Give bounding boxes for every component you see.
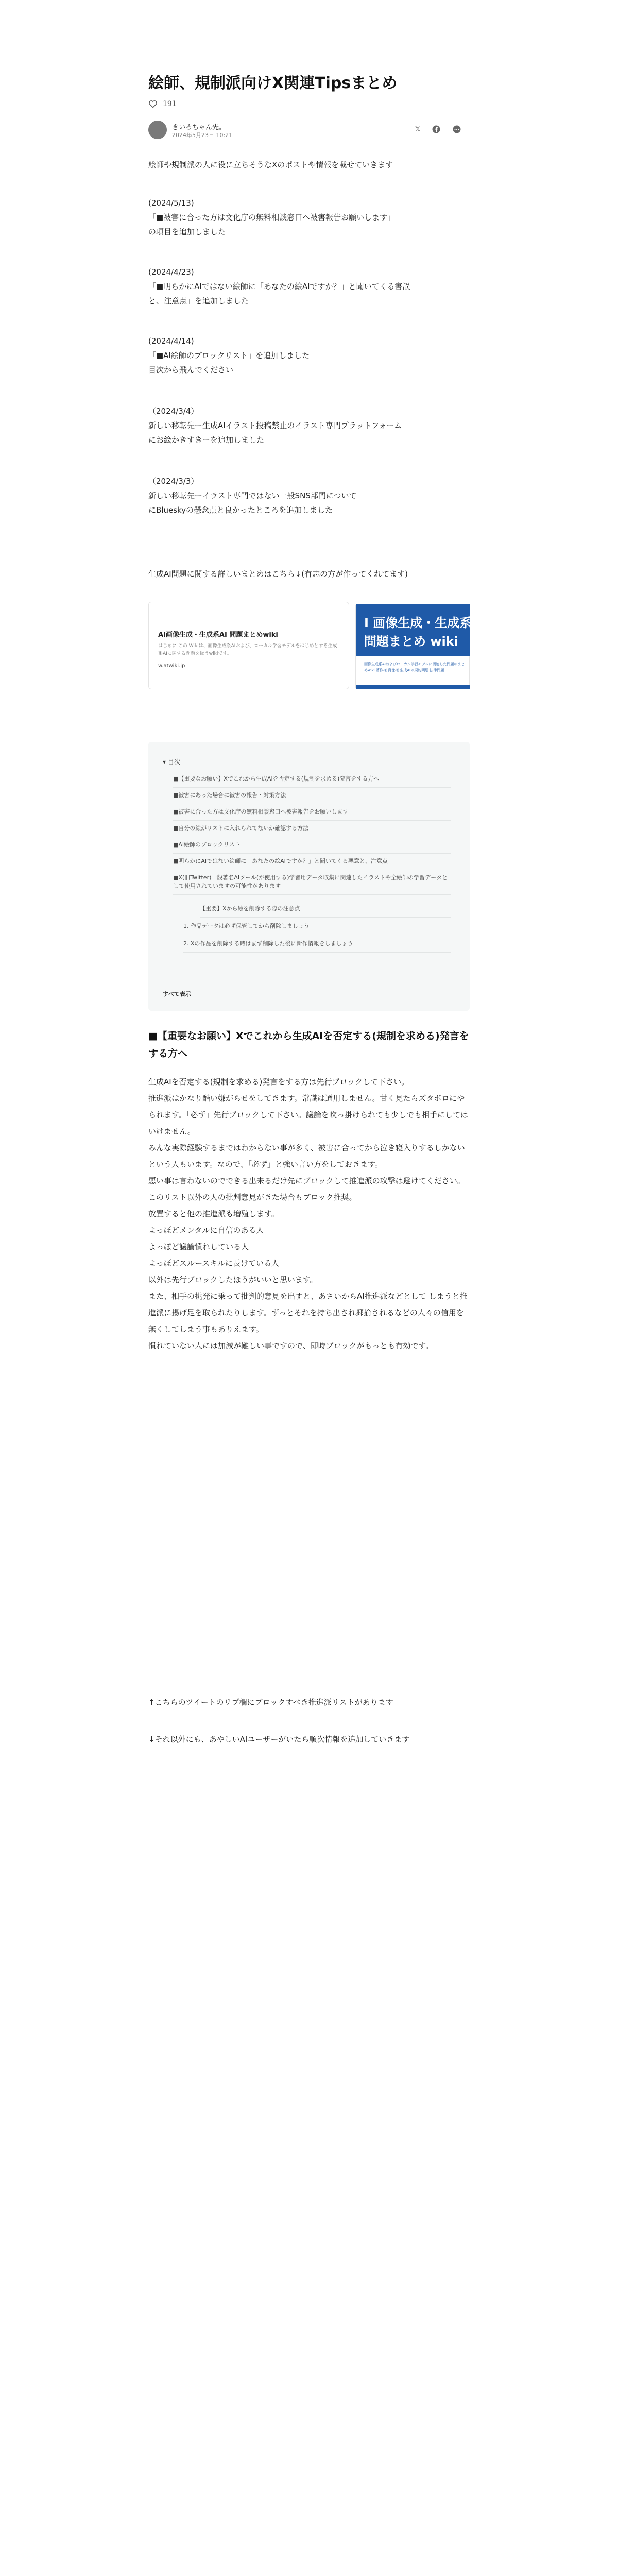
body-paragraph: 放置すると他の推進派も増殖します。 [148,1209,279,1218]
toc-item[interactable]: ■自分の絵がリストに入れられてないか確認する方法 [173,824,451,837]
update-line: にBlueskyの懸念点と良かったところを追加しました [148,505,333,515]
thumbnail-banner [356,604,486,656]
like-count: 191 [163,100,177,108]
section-heading: ■【重要なお願い】Xでこれから生成AIを否定する(規制を求める)発言をする方へ [148,1030,469,1059]
update-date: (2024/5/13) [148,198,194,208]
update-date: (2024/4/14) [148,336,194,346]
toc-show-all-button[interactable]: すべて表示 [163,991,191,997]
toc-item[interactable]: 【重要】Xから絵を削除する際の注意点 [200,905,451,918]
toc-item[interactable]: ■AI絵師のブロックリスト [173,841,451,854]
update-line: 目次から飛んでください [148,365,234,375]
toc-heading-label: 目次 [167,758,180,766]
update-block [148,404,470,447]
body-paragraph: 推進派はかなり酷い嫌がらせをしてきます。常識は通用しません。甘く見たらズタボロにやられます。「必ず」先行ブロックして下さい。議論を吹っ掛けられても少しでも相手にしてはいけません。 [148,1094,469,1136]
blocklist-note: ↑こちらのツイートのリプ欄にブロックすべき推進派リストがあります [148,1698,393,1707]
thumbnail-title-line: 問題まとめ wiki [364,634,458,649]
body-paragraph: このリスト以外の人の批判意見がきた場合もブロック推奨。 [148,1193,357,1202]
update-line: 「■被害に合った方は文化庁の無料相談窓口へ被害報告お願いします」 [148,213,396,222]
x-share-icon[interactable]: 𝕏 [415,125,421,133]
update-block [148,474,470,517]
section-body [148,1074,470,1354]
update-line: 「■AI絵師のブロックリスト」を追加しました [148,351,310,360]
thumbnail-bar [356,685,470,689]
body-paragraph: よっぽどメンタルに自信のある人 [148,1226,264,1235]
table-of-contents [148,742,470,1011]
body-paragraph: みんな実際経験するまではわからない事が多く、被害に合ってから泣き寝入りするしかないという人もいます。なので、「必ず」と強い言い方をしておきます。 [148,1143,465,1169]
toc-item[interactable]: ■【重要なお願い】Xでこれから生成AIを否定する(規制を求める)発言をする方へ [173,775,451,788]
wiki-link-embed [148,602,486,689]
link-card-domain: w.atwiki.jp [158,663,185,669]
update-line: にお絵かきすきーを追加しました [148,435,265,445]
wiki-note: 生成AI問題に関する詳しいまとめはこちら↓(有志の方が作ってくれてます) [148,569,408,579]
thumbnail-title-line: I 画像生成・生成系 A [364,616,486,630]
avatar[interactable] [148,121,167,139]
link-card-description: はじめに この Wikiは、画像生成系AIおよび、ローカル学習モデルをはじめとする生成系AIに関する問題を扱うwikiです。 [158,643,337,656]
update-date: （2024/3/4） [148,406,199,416]
body-paragraph: よっぽどスルースキルに長けている人 [148,1259,280,1268]
update-line: の項目を追加しました [148,227,226,236]
intro-text: 絵師や規制派の人に役に立ちそうなXのポストや情報を載せていきます [148,160,393,170]
toc-heading[interactable] [163,757,180,766]
update-block [148,265,470,308]
thumbnail-caption: 画像生成系AIおよびローカル学習モデルに関連した問題のまとめwiki 著作権 肖像権 生成AIの規約問題 法律問題 [364,662,465,672]
author-name[interactable]: きいろちゃん先。 [172,124,226,131]
update-date: （2024/3/3） [148,477,199,486]
toc-item[interactable]: ■被害にあった場合に被害の報告・対策方法 [173,791,451,804]
chevron-down-icon: ▾ [163,758,168,766]
toc-item[interactable]: ■明らかにAIではない絵師に「あなたの絵AIですか？」と聞いてくる悪意と、注意点 [173,857,451,870]
share-more-icon[interactable] [451,124,462,135]
heart-icon[interactable] [148,100,158,108]
update-line: 新しい移転先ーイラスト専門ではない一般SNS部門について [148,491,357,500]
update-block [148,334,470,377]
body-paragraph: 慣れていない人には加減が難しい事ですので、即時ブロックがもっとも有効です。 [148,1341,434,1350]
toc-item[interactable]: 1. 作品データは必ず保管してから削除しましょう [183,922,451,935]
page-title: 絵師、規制派向けX関連Tipsまとめ [148,74,398,92]
facebook-share-icon[interactable] [431,124,442,135]
author-bar [148,120,470,140]
toc-item[interactable]: 2. Xの作品を削除する時はまず削除した後に新作情報をしましょう [183,940,451,953]
toc-item[interactable]: ■X(旧Twitter)一般著名AIツール(が使用する)学習用データ収集に関連したイラストや全絵師の学習データとして使用されていますの可能性があります [173,874,451,895]
update-line: 「■明らかにAIではない絵師に「あなたの絵AIですか？」と聞いてくる害誤 [148,282,410,291]
update-line: 新しい移転先ー生成AIイラスト投稿禁止のイラスト専門プラットフォーム [148,421,402,430]
wiki-link-card[interactable] [148,602,349,689]
update-block [148,196,470,239]
toc-item[interactable]: ■被害に合った方は文化庁の無料相談窓口へ被害報告をお願いします [173,808,451,821]
post-date: 2024年5月23日 10:21 [172,132,233,139]
blocklist-note: ↓それ以外にも、あやしいAIユーザーがいたら順次情報を追加していきます [148,1735,410,1744]
link-card-title: AI画像生成・生成系AI 問題まとめwiki [158,631,278,639]
update-line: と、注意点」を追加しました [148,296,249,306]
update-date: (2024/4/23) [148,267,194,277]
body-paragraph: また、相手の挑発に乗って批判的意見を出すと、あさいからAI推進派などとして しまうと推進派に揚げ足を取られたりします。ずっとそれを持ち出され揶揄されるなどの人々の信用を無くしてしまう事もありえます。 [148,1292,468,1334]
body-paragraph: 以外は先行ブロックしたほうがいいと思います。 [148,1275,318,1284]
like-area [148,99,177,109]
body-paragraph: 生成AIを否定する(規制を求める)発言をする方は先行ブロックして下さい。 [148,1077,409,1087]
link-card-thumbnail[interactable] [355,604,486,689]
body-paragraph: 悪い事は言わないのでできる出来るだけ先にブロックして推進派の攻撃は避けてください。 [148,1176,465,1185]
body-paragraph: よっぽど議論慣れしている人 [148,1242,249,1251]
